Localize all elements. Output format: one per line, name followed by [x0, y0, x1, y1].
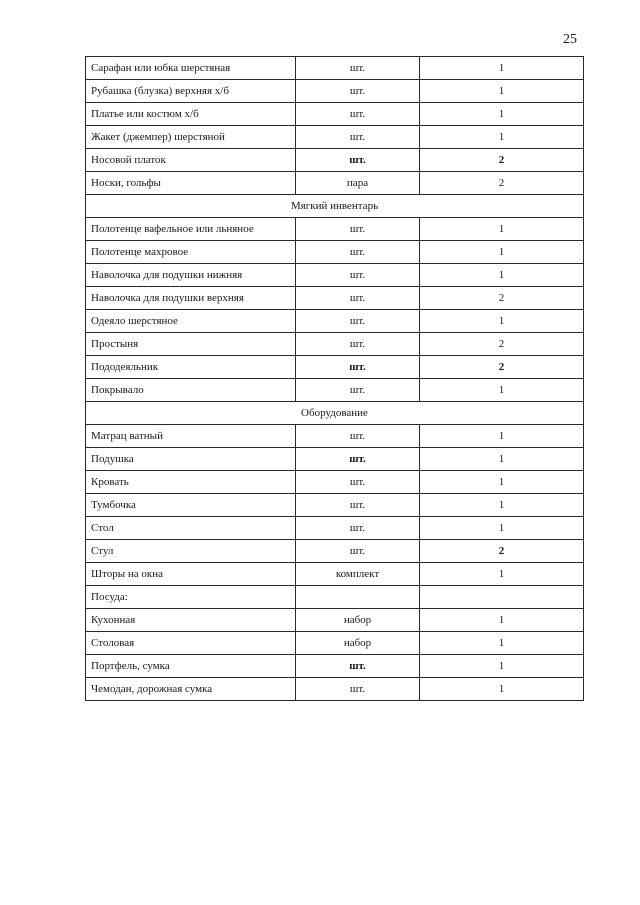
table-row — [86, 218, 584, 241]
item-name-cell: Посуда: — [86, 586, 296, 609]
quantity-cell: 2 — [420, 333, 584, 356]
table-row — [86, 264, 584, 287]
table-row — [86, 126, 584, 149]
quantity-cell: 1 — [420, 425, 584, 448]
table-row — [86, 563, 584, 586]
item-name-cell: Полотенце вафельное или льняное — [86, 218, 296, 241]
item-name-cell: Чемодан, дорожная сумка — [86, 678, 296, 701]
item-name-cell: Стол — [86, 517, 296, 540]
section-title: Мягкий инвентарь — [86, 195, 584, 218]
unit-cell: шт. — [296, 310, 420, 333]
table-row — [86, 494, 584, 517]
quantity-cell: 1 — [420, 310, 584, 333]
quantity-cell: 2 — [420, 356, 584, 379]
table-row — [86, 586, 584, 609]
unit-cell: шт. — [296, 57, 420, 80]
quantity-cell: 2 — [420, 540, 584, 563]
unit-cell — [296, 586, 420, 609]
table-row — [86, 287, 584, 310]
item-name-cell: Полотенце махровое — [86, 241, 296, 264]
quantity-cell: 1 — [420, 655, 584, 678]
unit-cell: шт. — [296, 425, 420, 448]
unit-cell: шт. — [296, 126, 420, 149]
quantity-cell: 1 — [420, 609, 584, 632]
item-name-cell: Носки, гольфы — [86, 172, 296, 195]
section-title: Оборудование — [86, 402, 584, 425]
unit-cell: шт. — [296, 379, 420, 402]
item-name-cell: Кровать — [86, 471, 296, 494]
item-name-cell: Рубашка (блузка) верхняя х/б — [86, 80, 296, 103]
item-name-cell: Подушка — [86, 448, 296, 471]
quantity-cell: 1 — [420, 126, 584, 149]
item-name-cell: Кухонная — [86, 609, 296, 632]
item-name-cell: Шторы на окна — [86, 563, 296, 586]
quantity-cell — [420, 586, 584, 609]
item-name-cell: Столовая — [86, 632, 296, 655]
unit-cell: шт. — [296, 287, 420, 310]
quantity-cell: 1 — [420, 563, 584, 586]
unit-cell: шт. — [296, 241, 420, 264]
table-row — [86, 57, 584, 80]
table-row — [86, 172, 584, 195]
quantity-cell: 1 — [420, 494, 584, 517]
unit-cell: набор — [296, 609, 420, 632]
quantity-cell: 1 — [420, 80, 584, 103]
quantity-cell: 1 — [420, 471, 584, 494]
table-row — [86, 103, 584, 126]
table-row — [86, 540, 584, 563]
unit-cell: набор — [296, 632, 420, 655]
table-row — [86, 80, 584, 103]
quantity-cell: 1 — [420, 241, 584, 264]
unit-cell: шт. — [296, 494, 420, 517]
item-name-cell: Наволочка для подушки нижняя — [86, 264, 296, 287]
item-name-cell: Одеяло шерстяное — [86, 310, 296, 333]
item-name-cell: Портфель, сумка — [86, 655, 296, 678]
table-row — [86, 678, 584, 701]
unit-cell: шт. — [296, 655, 420, 678]
unit-cell: шт. — [296, 333, 420, 356]
quantity-cell: 2 — [420, 149, 584, 172]
table-row — [86, 471, 584, 494]
table-row — [86, 310, 584, 333]
inventory-table — [85, 56, 584, 701]
quantity-cell: 2 — [420, 287, 584, 310]
table-row — [86, 517, 584, 540]
table-row — [86, 379, 584, 402]
quantity-cell: 1 — [420, 264, 584, 287]
unit-cell: шт. — [296, 264, 420, 287]
unit-cell: шт. — [296, 471, 420, 494]
quantity-cell: 1 — [420, 517, 584, 540]
item-name-cell: Сарафан или юбка шерстяная — [86, 57, 296, 80]
item-name-cell: Простыня — [86, 333, 296, 356]
unit-cell: шт. — [296, 540, 420, 563]
table-row — [86, 333, 584, 356]
unit-cell: шт. — [296, 103, 420, 126]
unit-cell: шт. — [296, 356, 420, 379]
quantity-cell: 1 — [420, 678, 584, 701]
table-row — [86, 149, 584, 172]
table-row — [86, 241, 584, 264]
item-name-cell: Жакет (джемпер) шерстяной — [86, 126, 296, 149]
unit-cell: шт. — [296, 218, 420, 241]
section-header-row — [86, 195, 584, 218]
item-name-cell: Наволочка для подушки верхняя — [86, 287, 296, 310]
quantity-cell: 1 — [420, 103, 584, 126]
item-name-cell: Пододеяльник — [86, 356, 296, 379]
table-row — [86, 356, 584, 379]
unit-cell: пара — [296, 172, 420, 195]
item-name-cell: Тумбочка — [86, 494, 296, 517]
unit-cell: шт. — [296, 80, 420, 103]
unit-cell: шт. — [296, 448, 420, 471]
quantity-cell: 2 — [420, 172, 584, 195]
table-row — [86, 448, 584, 471]
table-row — [86, 655, 584, 678]
item-name-cell: Стул — [86, 540, 296, 563]
item-name-cell: Покрывало — [86, 379, 296, 402]
unit-cell: шт. — [296, 517, 420, 540]
table-row — [86, 425, 584, 448]
table-row — [86, 632, 584, 655]
quantity-cell: 1 — [420, 632, 584, 655]
quantity-cell: 1 — [420, 218, 584, 241]
item-name-cell: Матрац ватный — [86, 425, 296, 448]
section-header-row — [86, 402, 584, 425]
inventory-table-body — [86, 57, 584, 701]
unit-cell: шт. — [296, 678, 420, 701]
quantity-cell: 1 — [420, 448, 584, 471]
page-number: 25 — [563, 32, 577, 47]
item-name-cell: Носовой платок — [86, 149, 296, 172]
quantity-cell: 1 — [420, 379, 584, 402]
table-row — [86, 609, 584, 632]
item-name-cell: Платье или костюм х/б — [86, 103, 296, 126]
quantity-cell: 1 — [420, 57, 584, 80]
unit-cell: шт. — [296, 149, 420, 172]
unit-cell: комплект — [296, 563, 420, 586]
